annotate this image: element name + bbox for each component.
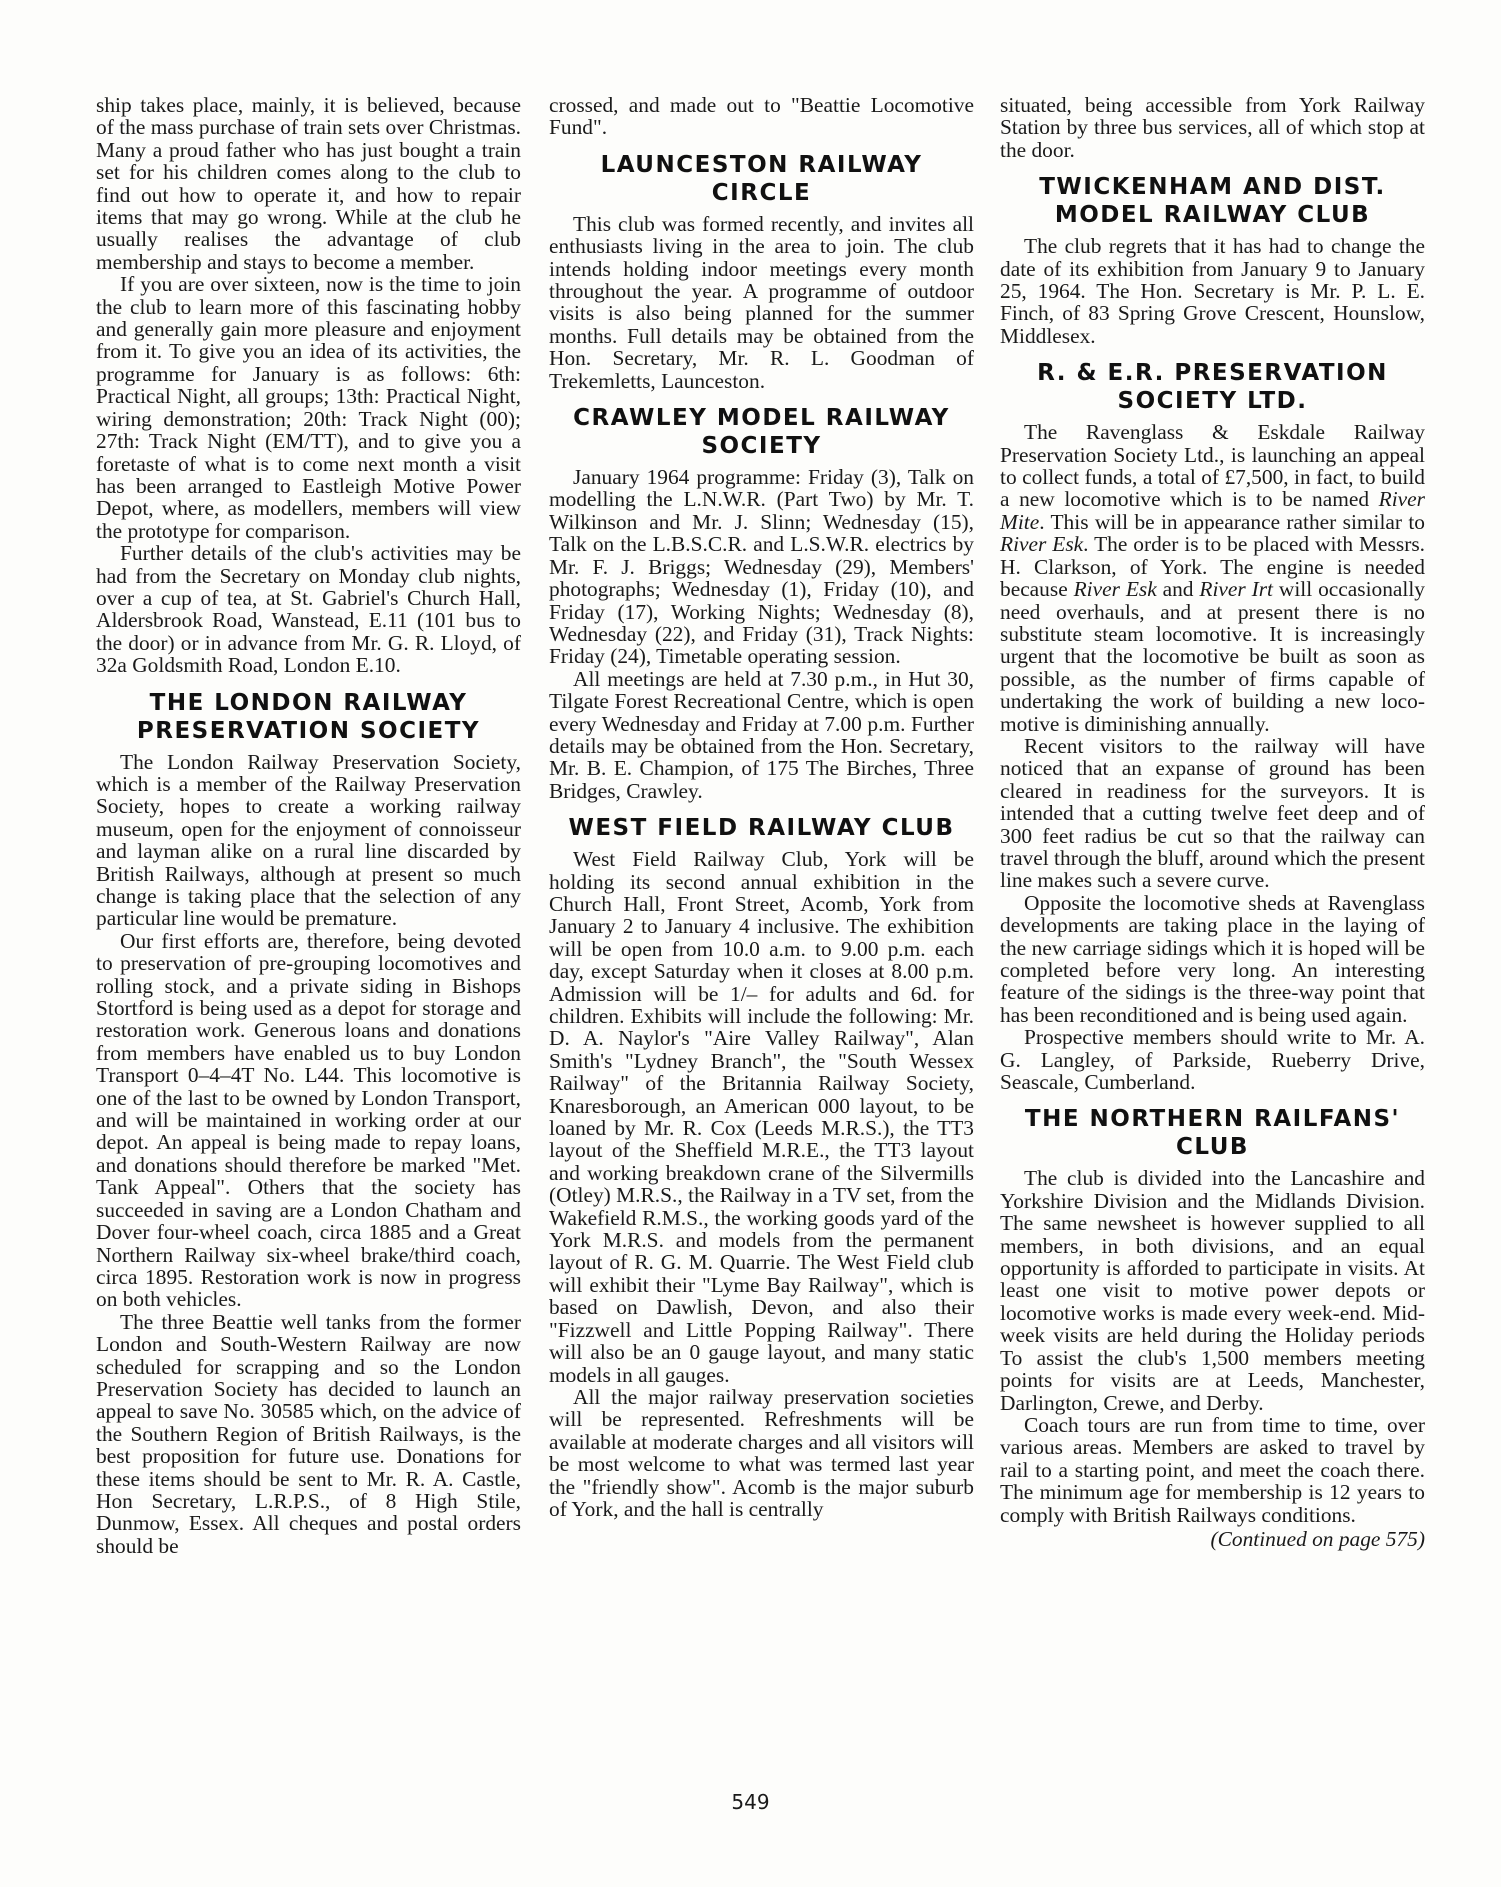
paragraph: January 1964 programme: Friday (3), Talk on modelling the L.N.W.R. (Part Two) by Mr. T. Wilkinson and Mr. J. Slinn; Wednesday (15), Talk on the L.B.S.C.R. and L.S.W.R. electrics by Mr. F. J. Briggs; Wednesday (29), Members' photographs; Wednesday (1), Friday (10), and Friday (17), Working Nights; Wednesday (8), Wednesday (22), and Friday (31), Track Nights: Friday (24), Timetable operating session. xyxy=(549,465,974,669)
text-run: . The order is to be placed with Messrs. H. Clarkson, of York. The engine is needed because xyxy=(1000,532,1425,602)
section-heading: TWICKENHAM AND DIST. MODEL RAILWAY CLUB xyxy=(1039,174,1386,229)
paragraph: situated, being accessible from York Railway Station by three bus services, all of which stop at the door. xyxy=(1000,93,1425,162)
paragraph: All meetings are held at 7.30 p.m., in Hut 30, Tilgate Forest Recreational Centre, which is open every Wednesday and Friday at 7.00 p.m. Further details may be obtained from the Hon. Secretary, Mr. B. E. Champion, of 175 The Birches, Three Bridges, Crawley. xyxy=(549,666,974,803)
paragraph: All the major railway preservation societies will be represented. Refreshments will be available at moderate charges and all visitors will be most welcome to what was termed last year the "friendly show". Acomb is the major suburb of York, and the hall is centrally xyxy=(549,1384,974,1521)
paragraph: The three Beattie well tanks from the former London and South-Western Railway are now scheduled for scrapping and so the London Preservation Society has decided to launch an appeal to save No. 30585 which, on the advice of the Southern Region of British Railways, is the best proposition for future use. Donations for these items should be sent to Mr. R. A. Castle, Hon Secretary, L.R.P.S., of 8 High Stile, Dunmow, Essex. All cheques and postal orders should be xyxy=(96,1309,521,1558)
locomotive-name: River Esk xyxy=(1073,577,1157,602)
locomotive-name: River Mite xyxy=(1000,487,1425,534)
paragraph: Coach tours are run from time to time, over various areas. Members are asked to travel by rail to a starting point, and meet the coach there. The minimum age for membership is 12 years to comply with British Railways conditions. xyxy=(1000,1412,1425,1527)
text-run: . This will be in appearance rather similar to xyxy=(1039,509,1425,534)
locomotive-name: River Esk xyxy=(1000,532,1084,557)
section-heading: WEST FIELD RAILWAY CLUB xyxy=(568,815,955,842)
text-run: and xyxy=(1156,577,1200,602)
paragraph: West Field Railway Club, York will be holding its second annual exhibition in the Church Hall, Front Street, Acomb, York from January 2 to January 4 inclusive. The exhibition will be open from 10.0 a.m. to 9.00 p.m. each day, except Saturday when it closes at 8.00 p.m. Admission will be 1/– for adults and 6d. for children. Exhibits will include the following: Mr. D. A. Naylor's "Aire Valley Railway", Alan Smith's "Lydney Branch", the "South Wessex Railway" of the Britannia Railway Society, Knaresborough, an American 000 layout, to be loaned by Mr. R. Cox (Leeds M.R.S.), the TT3 layout of the Sheffield M.R.E., the TT3 layout and working breakdown crane of the Silvermills (Otley) M.R.S., the Railway in a TV set, from the Wakefield R.M.S., the working goods yard of the York M.R.S. and models from the permanent layout of R. G. M. Quarrie. The West Field club will exhibit their "Lyme Bay Railway", which is based on Dawlish, Devon, and also their "Fizzwell and Little Popping Railway". There will also be an 0 gauge layout, and many static models in all gauges. xyxy=(549,847,974,1387)
section-heading: LAUNCESTON RAILWAY CIRCLE xyxy=(600,151,923,206)
column-left xyxy=(96,94,521,1557)
paragraph: Recent visitors to the railway will have noticed that an expanse of ground has been cleared in readiness for the surveyors. It is intended that a cutting twelve feet deep and of 300 feet radius be cut so that the railway can travel through the bluff, around which the present line makes such a severe curve. xyxy=(1000,733,1425,893)
section-heading: THE LONDON RAILWAY PRESERVATION SOCIETY xyxy=(136,689,481,744)
paragraph xyxy=(1000,421,1425,735)
paragraph: Opposite the locomotive sheds at Ravenglass developments are taking place in the laying of the new carriage sidings which it is hoped will be completed before very long. An interesting feature of the sidings is the three-way point that has been reconditioned and is being used again. xyxy=(1000,890,1425,1027)
column-right xyxy=(1000,94,1425,1550)
paragraph: The London Railway Preservation Society, which is a member of the Railway Preservation Society, hopes to create a working railway museum, open for the enjoyment of connoisseur and layman alike on a rural line discarded by British Railways, although at present so much change is taking place that the selection of any particular line would be premature. xyxy=(96,749,521,931)
section-heading: R. & E.R. PRESERVATION SOCIETY LTD. xyxy=(1037,360,1388,415)
paragraph: Our first efforts are, therefore, being devoted to preservation of pre-grouping locomotives and rolling stock, and a private siding in Bishops Stortford is being used as a depot for storage and restoration work. Generous loans and donations from members have enabled us to buy London Transport 0–4–4T No. L44. This locomotive is one of the last to be owned by London Transport, and will be maintained in working order at our depot. An appeal is being made to repay loans, and donations should therefore be marked "Met. Tank Appeal". Others that the society has succeeded in saving are a London Chatham and Dover four-wheel coach, circa 1885 and a Great Northern Railway six-wheel brake/third coach, circa 1895. Restoration work is now in progress on both vehicles. xyxy=(96,928,521,1312)
column-middle xyxy=(549,94,974,1520)
section-heading: THE NORTHERN RAILFANS' CLUB xyxy=(1024,1106,1401,1161)
continuation-note: (Continued on page 575) xyxy=(1210,1526,1425,1551)
text-run: will occasionally need overhauls, and at present there is no substitute steam locomotive. It is increasingly urgent that the locomotive be built as soon as possible, as the number of firms capable of undertaking the work of building a new locomotive is diminishing annually. xyxy=(1000,577,1425,736)
paragraph: Prospective members should write to Mr. A. G. Langley, of Parkside, Rueberry Drive, Seascale, Cumberland. xyxy=(1000,1025,1425,1095)
text-run: The Ravenglass & Eskdale Railway Preservation Society Ltd., is launching an appeal to collect funds, a total of £7,500, in fact, to build a new locomotive which is to be named xyxy=(1000,420,1425,512)
paragraph: ship takes place, mainly, it is believed, because of the mass purchase of train sets over Christmas. Many a proud father who has just bought a train set for his children comes along to the club to find out how to operate it, and how to repair items that may go wrong. While at the club he usually realises the advantage of club membership and stays to become a member. xyxy=(96,93,521,274)
section-heading: CRAWLEY MODEL RAILWAY SOCIETY xyxy=(573,405,950,460)
paragraph: crossed, and made out to "Beattie Locomotive Fund". xyxy=(549,93,974,140)
paragraph: The club regrets that it has had to change the date of its exhibition from January 9 to January 25, 1964. The Hon. Secretary is Mr. P. L. E. Finch, of 83 Spring Grove Crescent, Hounslow, Middlesex. xyxy=(1000,234,1425,348)
paragraph: Further details of the club's activities may be had from the Secretary on Monday club nights, over a cup of tea, at St. Gabriel's Church Hall, Aldersbrook Road, Wanstead, E.11 (101 bus to the door) or in advance from Mr. G. R. Lloyd, of 32a Goldsmith Road, London E.10. xyxy=(96,541,521,678)
paragraph: This club was formed recently, and invites all enthusiasts living in the area to join. The club intends holding indoor meetings every month throughout the year. A programme of outdoor visits is also being planned for the summer months. Full details may be obtained from the Hon. Secretary, Mr. R. L. Goodman of Trekemletts, Launceston. xyxy=(549,211,974,393)
locomotive-name: River Irt xyxy=(1199,577,1274,602)
paragraph: The club is divided into the Lancashire and Yorkshire Division and the Midlands Division. The same newsheet is however supplied to all members, in both divisions, and an equal opportunity is afforded to participate in visits. At least one visit to motive power depots or locomotive works is made every week-end. Midweek visits are held during the Holiday periods To assist the club's 1,500 members meeting points for visits are at Leeds, Manchester, Darlington, Crewe, and Derby. xyxy=(1000,1166,1425,1415)
page-number: 549 xyxy=(731,1790,770,1814)
paragraph: If you are over sixteen, now is the time to join the club to learn more of this fascinating hobby and generally gain more pleasure and enjoyment from it. To give you an idea of its activities, the programme for January is as follows: 6th: Practical Night, all groups; 13th: Practical Night, wiring demonstration; 20th: Track Night (00); 27th: Track Night (EM/TT), and to give you a foretaste of what is to come next month a visit has been arranged to Eastleigh Motive Power Depot, where, as modellers, members will view the prototype for comparison. xyxy=(96,272,521,543)
